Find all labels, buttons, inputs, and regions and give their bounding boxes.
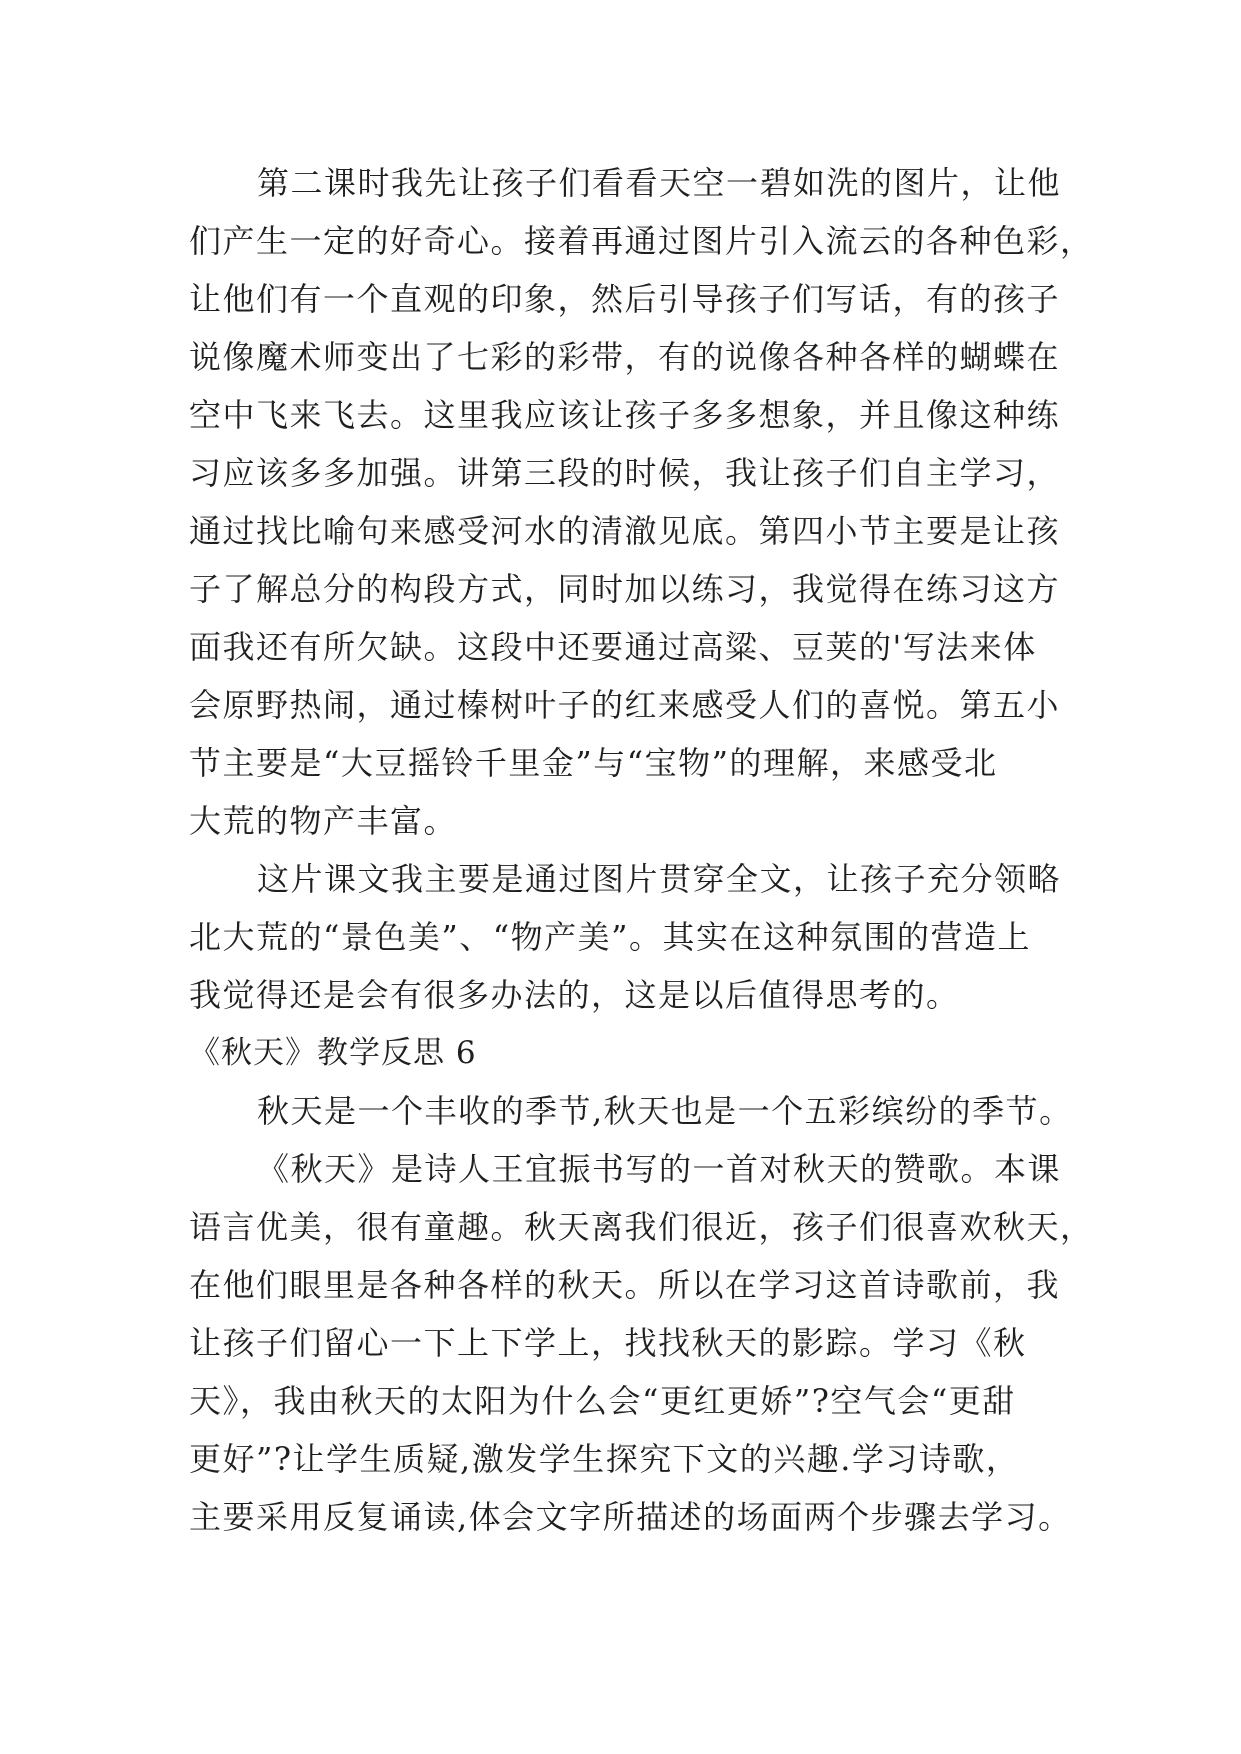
paragraph-autumn-reflection bbox=[189, 1140, 1094, 1546]
text-line: 更好”?让学生质疑,激发学生探究下文的兴趣.学习诗歌， bbox=[189, 1440, 1020, 1478]
text-line: 北大荒的“景色美”、“物产美”。其实在这种氛围的营造上 bbox=[189, 918, 1031, 956]
text-line: 我觉得还是会有很多办法的，这是以后值得思考的。 bbox=[189, 976, 960, 1014]
paragraph-lesson-two bbox=[189, 154, 1094, 850]
text-line: 让他们有一个直观的印象，然后引导孩子们写话，有的孩子 bbox=[189, 280, 1061, 318]
section-title: 《秋天》教学反思 6 bbox=[189, 1035, 477, 1071]
text-line: 子了解总分的构段方式，同时加以练习，我觉得在练习这方 bbox=[189, 570, 1061, 608]
text-line: 说像魔术师变出了七彩的彩带，有的说像各种各样的蝴蝶在 bbox=[189, 338, 1061, 376]
text-line: 面我还有所欠缺。这段中还要通过高粱、豆荚的'写法来体 bbox=[189, 628, 1037, 666]
text-line: 通过找比喻句来感受河水的清澈见底。第四小节主要是让孩 bbox=[189, 512, 1061, 550]
document-body bbox=[189, 154, 1094, 1546]
paragraph-summary bbox=[189, 850, 1079, 1024]
text-line: 会原野热闹，通过榛树叶子的红来感受人们的喜悦。第五小 bbox=[189, 686, 1061, 724]
text-line: 空中飞来飞去。这里我应该让孩子多多想象，并且像这种练 bbox=[189, 396, 1061, 434]
text-line: 主要采用反复诵读,体会文字所描述的场面两个步骤去学习。 bbox=[189, 1498, 1072, 1536]
text-line: 们产生一定的好奇心。接着再通过图片引入流云的各种色彩， bbox=[189, 222, 1094, 260]
text-line: 让孩子们留心一下上下学上，找找秋天的影踪。学习《秋 bbox=[189, 1324, 1027, 1362]
text-line: 第二课时我先让孩子们看看天空一碧如洗的图片，让他 bbox=[257, 164, 1062, 202]
text-line: 《秋天》是诗人王宜振书写的一首对秋天的赞歌。本课 bbox=[257, 1150, 1062, 1188]
text-line: 习应该多多加强。讲第三段的时候，我让孩子们自主学习， bbox=[189, 454, 1061, 492]
text-line: 在他们眼里是各种各样的秋天。所以在学习这首诗歌前，我 bbox=[189, 1266, 1061, 1304]
text-line: 语言优美，很有童趣。秋天离我们很近，孩子们很喜欢秋天， bbox=[189, 1208, 1094, 1246]
text-line: 天》，我由秋天的太阳为什么会“更红更娇”?空气会“更甜 bbox=[189, 1382, 1016, 1420]
paragraph-autumn-intro bbox=[189, 1082, 1079, 1140]
text-line: 大荒的物产丰富。 bbox=[189, 802, 458, 840]
text-line: 这片课文我主要是通过图片贯穿全文，让孩子充分领略 bbox=[257, 860, 1062, 898]
text-line: 秋天是一个丰收的季节,秋天也是一个五彩缤纷的季节。 bbox=[257, 1092, 1073, 1130]
text-line: 节主要是“大豆摇铃千里金”与“宝物”的理解，来感受北 bbox=[189, 744, 998, 782]
